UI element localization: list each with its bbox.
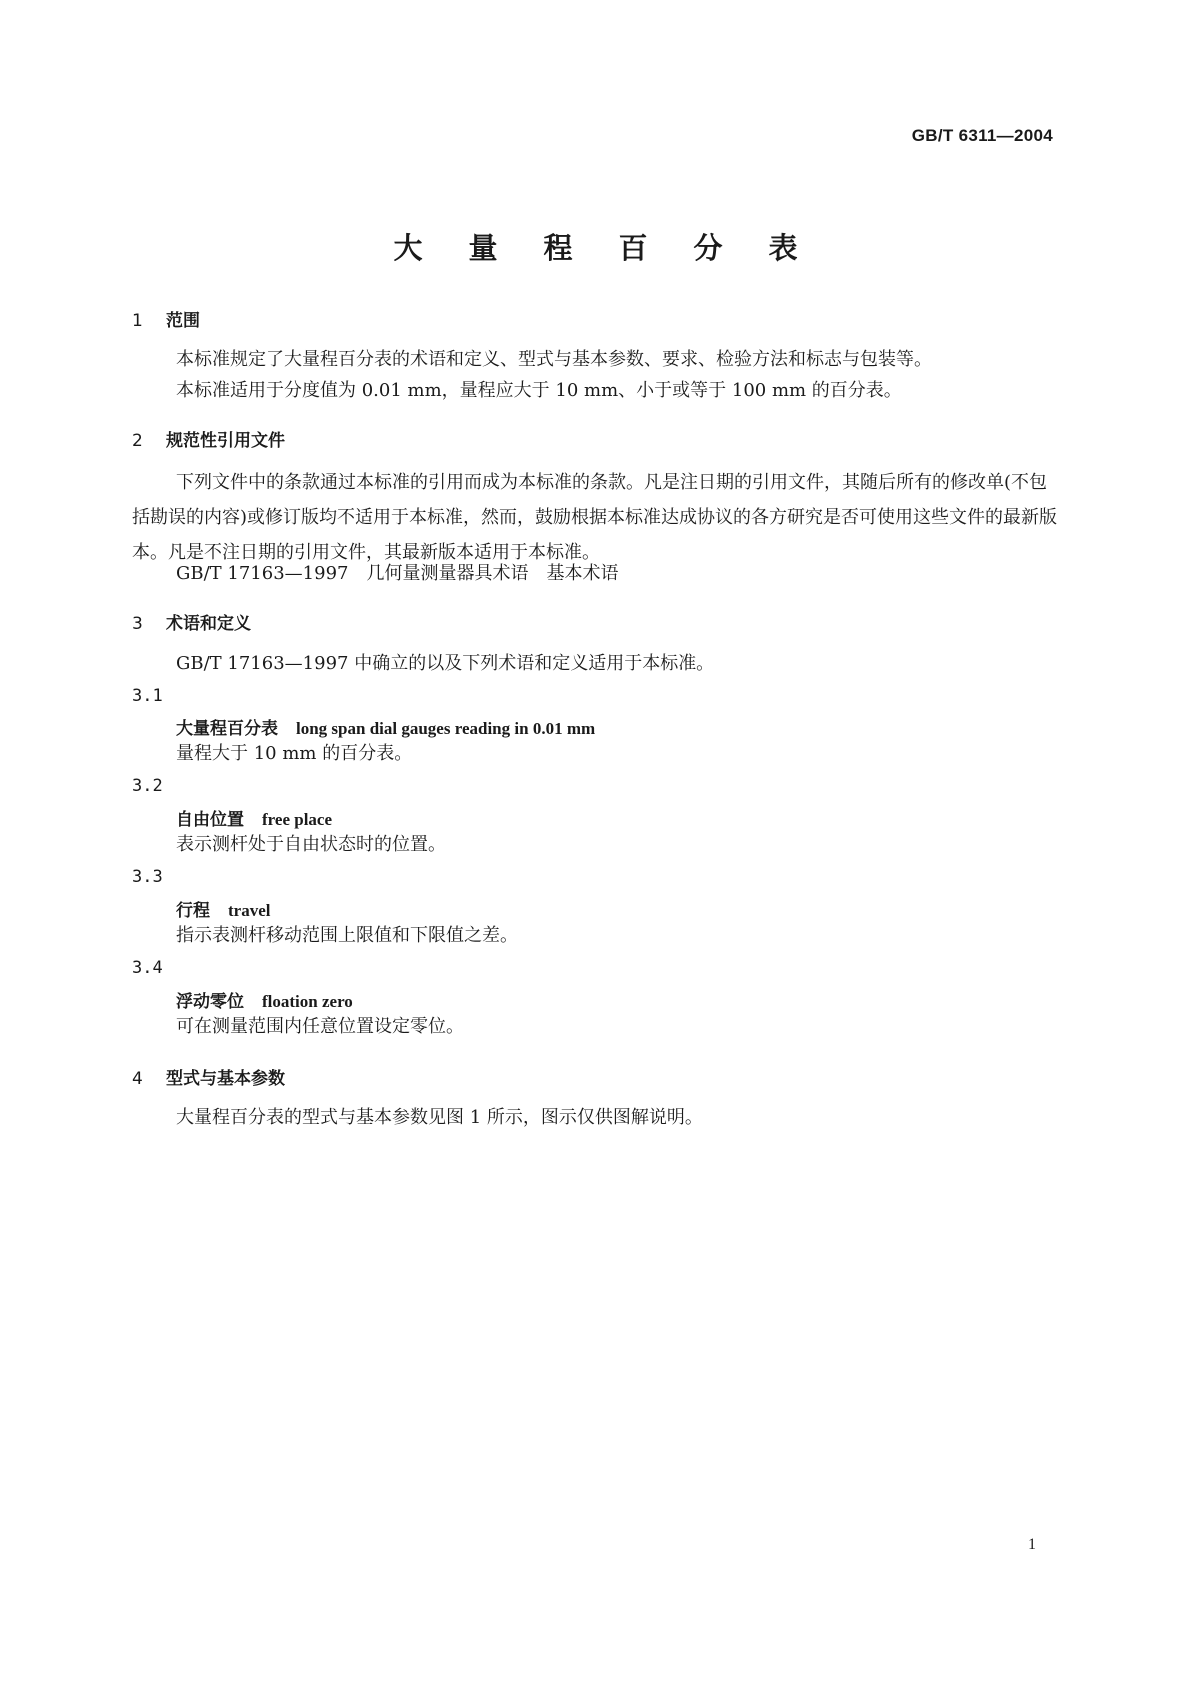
term-number: 3.2 — [132, 776, 163, 796]
section-number: 3 — [132, 614, 143, 634]
term-chinese: 浮动零位 — [176, 992, 244, 1012]
section-number: 1 — [132, 311, 143, 331]
term-english: floation zero — [262, 992, 353, 1011]
section-heading-4 — [132, 1064, 285, 1089]
term-english: free place — [262, 810, 333, 829]
section-title: 型式与基本参数 — [166, 1069, 285, 1089]
term-number: 3.3 — [132, 867, 163, 887]
term-chinese: 自由位置 — [176, 810, 244, 830]
section-number: 4 — [132, 1069, 143, 1089]
term-chinese: 行程 — [176, 901, 210, 921]
term-english: long span dial gauges reading in 0.01 mm — [296, 719, 596, 738]
term-definition: 可在测量范围内任意位置设定零位。 — [176, 1016, 464, 1037]
section-title: 规范性引用文件 — [166, 431, 285, 451]
paragraph: 下列文件中的条款通过本标准的引用而成为本标准的条款。凡是注日期的引用文件，其随后所有的修改单(不包括勘误的内容)或修订版均不适用于本标准，然而，鼓励根据本标准达成协议的各方研究是否可使用这些文件的最新版本。凡是不注日期的引用文件，其最新版本适用于本标准。 — [132, 472, 1058, 563]
term-number: 3.4 — [132, 958, 163, 978]
term-definition: 指示表测杆移动范围上限值和下限值之差。 — [176, 925, 518, 946]
section-heading-1 — [132, 306, 200, 331]
standard-number: GB/T 6311—2004 — [911, 126, 1053, 145]
term-definition: 表示测杆处于自由状态时的位置。 — [176, 834, 446, 855]
section-title: 术语和定义 — [166, 614, 251, 634]
document-title: 大量程百分表 — [393, 231, 844, 265]
paragraph: GB/T 17163—1997 中确立的以及下列术语和定义适用于本标准。 — [176, 653, 715, 674]
paragraph: 大量程百分表的型式与基本参数见图 1 所示，图示仅供图解说明。 — [176, 1107, 703, 1128]
term-english: travel — [228, 901, 271, 920]
term-chinese: 大量程百分表 — [176, 719, 278, 739]
section-heading-2 — [132, 426, 285, 451]
normative-reference: GB/T 17163—1997 几何量测量器具术语 基本术语 — [176, 563, 619, 584]
section-title: 范围 — [166, 311, 200, 331]
term-number: 3.1 — [132, 686, 163, 706]
page-number: 1 — [1028, 1536, 1036, 1553]
term-definition: 量程大于 10 mm 的百分表。 — [176, 743, 413, 764]
paragraph: 本标准适用于分度值为 0.01 mm，量程应大于 10 mm、小于或等于 100 mm 的百分表。 — [176, 380, 902, 401]
paragraph: 本标准规定了大量程百分表的术语和定义、型式与基本参数、要求、检验方法和标志与包装等。 — [176, 349, 932, 370]
section-heading-3 — [132, 609, 251, 634]
section-number: 2 — [132, 431, 143, 451]
